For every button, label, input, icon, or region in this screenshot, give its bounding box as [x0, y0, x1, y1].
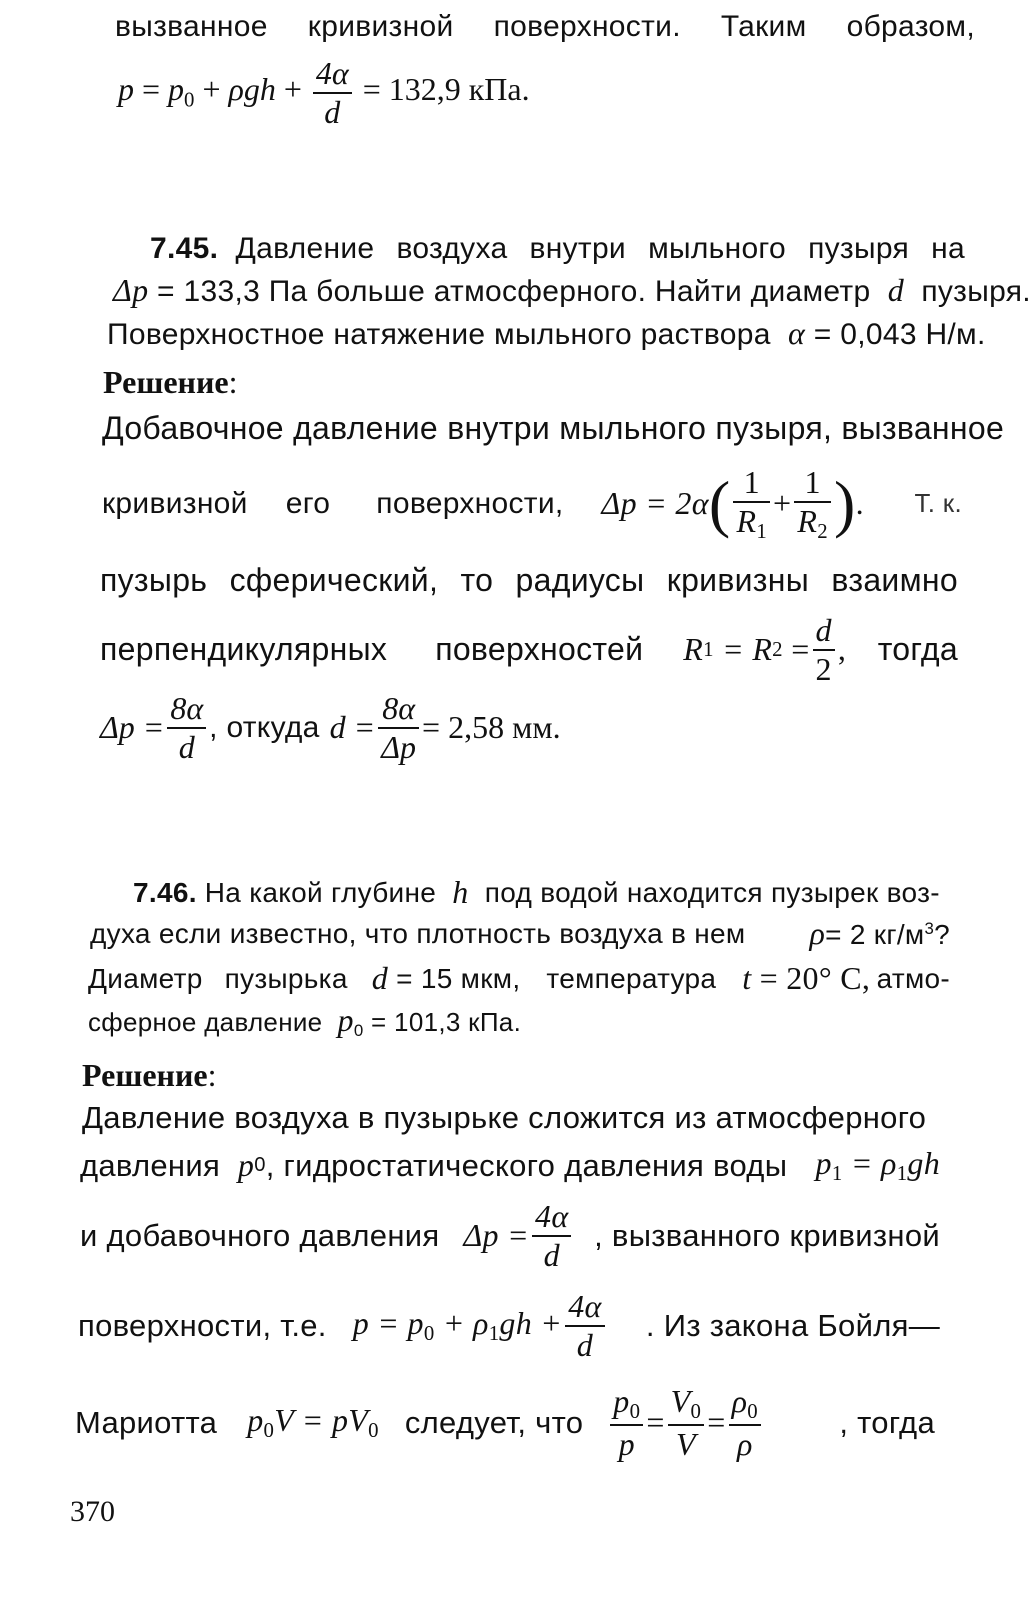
solution-746-heading: Решение: — [82, 1057, 217, 1093]
eq-symbol: Δp — [113, 272, 149, 308]
word: Давление — [235, 232, 375, 265]
text: перпендикулярных — [100, 631, 388, 668]
problem-number: 7.46. — [133, 876, 197, 908]
fraction: $\frac{1}{R_1}$ — [733, 464, 770, 544]
problem-746-line1: 7.46. На какой глубине h под водой находится пузырек воз- — [133, 874, 940, 910]
solution-746-line4: поверхности, т.е. $p = p_0 + \rho_1gh$ + $\frac{4\alpha}{d}$ . Из закона Бойля— — [78, 1288, 940, 1363]
word: пузыря — [808, 232, 910, 265]
word: кривизной — [102, 486, 248, 520]
eq-symbol: p — [168, 71, 185, 108]
fraction — [313, 55, 352, 131]
problem-746-line2: духа если известно, что плотность воздуха в нем ρ= 2 $кг/м^3$? — [90, 915, 950, 951]
fraction: $\frac{1}{R_2}$ — [794, 464, 831, 544]
fraction: $\frac{V_0}{V}$ — [668, 1383, 705, 1463]
fraction: $\frac{8\alpha}{\Delta p}$ — [378, 690, 419, 766]
fraction: $\frac{\rho_0}{\rho}$ — [729, 1383, 761, 1463]
denominator: d — [324, 93, 341, 130]
word: воздуха — [396, 232, 508, 265]
text: пузыря. — [921, 275, 1031, 308]
curvature-equation: Δp = 2α ( $\frac{1}{R_1}$ + $\frac{1}{R_2}$ ) . — [601, 464, 864, 544]
problem-number: 7.45. — [150, 232, 219, 265]
problem-746-line4: сферное давление $p_0 = 101,3$ кПа. — [88, 1002, 522, 1041]
continuation-line — [115, 10, 975, 44]
numerator: 4α — [313, 55, 352, 94]
problem-745-line1 — [150, 232, 965, 266]
solution-745-line1 — [102, 410, 1004, 447]
solution-746-line5: Мариотта $p_0V = pV_0$ следует, что $\frac{p_0}{p}$ = $\frac{V_0}{V}$ = $\frac{\rho_0}{\rho}$ , тогда — [75, 1383, 935, 1463]
word: взаимно — [831, 562, 958, 598]
text: поверхностей — [435, 631, 644, 668]
fraction: $\frac{8\alpha}{d}$ — [167, 690, 206, 766]
problem-745-line2 — [113, 272, 1031, 309]
word: его — [285, 486, 331, 520]
eq-symbol: d — [887, 272, 905, 308]
word: кривизны — [666, 562, 810, 598]
eq-sign: + — [283, 71, 302, 108]
eq-sign: = — [142, 71, 161, 108]
solution-746-line2: давления p 0 , гидростатического давления воды $p_1 = \rho_1gh$ — [80, 1145, 940, 1186]
radius-equation: R 1 = R 2 = $\frac{d}{2}$ , — [683, 612, 847, 687]
solution-745-line2 — [102, 464, 962, 544]
problem-746-line3: Диаметр пузырька d = 15 мкм, температура t = 20° С, атмо- — [88, 960, 950, 996]
word: вызванное — [115, 10, 268, 43]
problem-745-line3 — [107, 315, 986, 352]
solution-745-heading: Решение: — [103, 364, 238, 400]
text: Т. к. — [914, 488, 962, 519]
word: внутри — [529, 232, 626, 265]
eq-symbol: α — [788, 315, 806, 351]
word: пузырь — [100, 562, 208, 598]
eq-result: = 132,9 кПа. — [362, 71, 530, 108]
fraction: $\frac{d}{2}$ — [813, 612, 835, 688]
text: = 0,043 Н/м. — [813, 318, 986, 351]
page-number: 370 — [70, 1495, 115, 1528]
eq-symbol: p — [118, 71, 134, 108]
word: образом, — [846, 10, 975, 43]
word: Таким — [720, 10, 807, 43]
text: = 133,3 Па больше атмосферного. Найти диаметр — [157, 275, 871, 308]
fraction: $\frac{p_0}{p}$ — [610, 1383, 643, 1463]
text: тогда — [877, 631, 958, 668]
text: Добавочное давление внутри мыльного пузыря, вызванное — [102, 410, 1005, 446]
eq-subscript: 0 — [184, 88, 195, 112]
text: Поверхностное натяжение мыльного раствора — [107, 318, 771, 351]
word: то — [460, 562, 494, 598]
word: поверхности, — [376, 486, 564, 520]
solution-745-line3 — [100, 562, 958, 599]
fraction: $\frac{4\alpha}{d}$ — [565, 1288, 604, 1364]
solution-746-line1: Давление воздуха в пузырьке сложится из атмосферного — [82, 1100, 927, 1135]
solution-745-line4 — [100, 612, 958, 688]
word: сферический, — [229, 562, 439, 598]
word: мыльного — [648, 232, 787, 265]
fraction: $\frac{4\alpha}{d}$ — [532, 1198, 571, 1274]
solution-746-line3: и добавочного давления Δp = $\frac{4\alpha}{d}$ , вызванного кривизной — [80, 1198, 940, 1273]
eq-symbol: ρgh — [228, 71, 276, 108]
word: на — [931, 232, 965, 265]
word: поверхности. — [493, 10, 681, 43]
word: кривизной — [307, 10, 454, 43]
pressure-equation — [118, 55, 530, 131]
eq-sign: + — [202, 71, 221, 108]
word: радиусы — [515, 562, 645, 598]
solution-745-line5: Δp = $\frac{8\alpha}{d}$ , откуда d = $\frac{8\alpha}{\Delta p}$ = 2,58 мм. — [100, 690, 561, 765]
